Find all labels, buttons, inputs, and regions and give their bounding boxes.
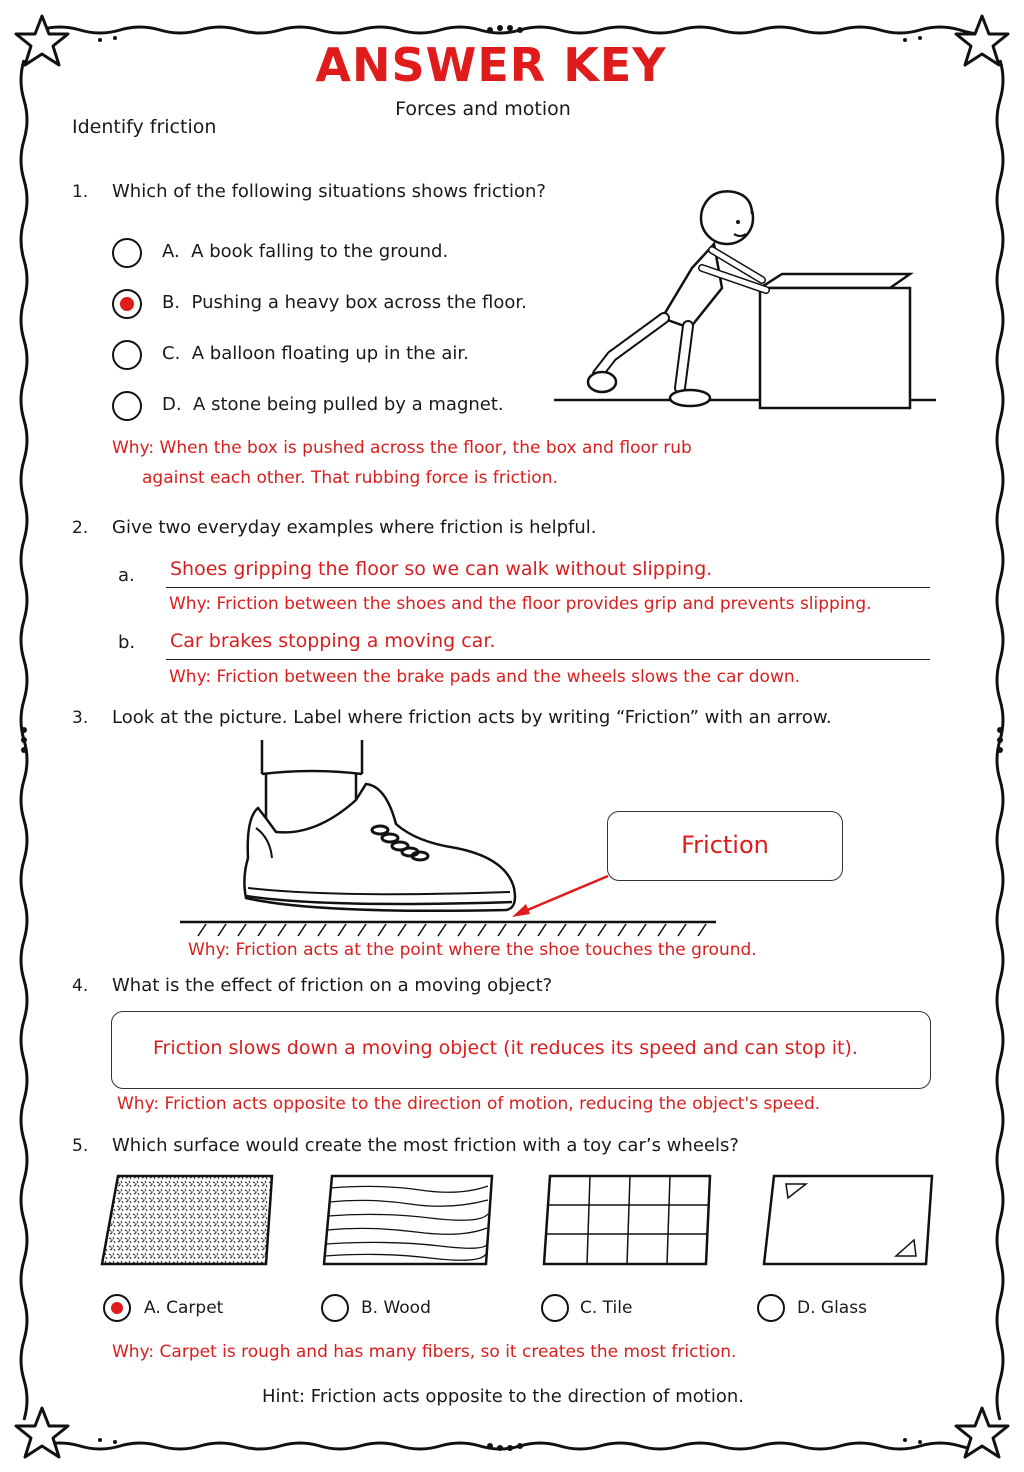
answer-b-text: Car brakes stopping a moving car. [170,630,496,652]
boy-pushing-box-illustration [552,188,942,448]
hint-text: Hint: Friction acts opposite to the direction of motion. [261,1386,744,1407]
question-text: Which of the following situations shows friction? [112,181,546,202]
answer-a-line [166,587,930,588]
option-carpet-label: A. Carpet [144,1298,224,1318]
q3-why: Why: Friction acts at the point where the shoe touches the ground. [188,940,757,960]
option-a-label: A. A book falling to the ground. [162,241,449,262]
option-glass-radio[interactable] [757,1294,785,1322]
page-subtitle: Forces and motion [395,98,571,120]
option-c-radio[interactable] [112,340,142,370]
question-number: 2. [72,518,89,538]
answer-a-label: a. [118,565,135,586]
q1-why-line1: Why: When the box is pushed across the floor, the box and floor rub [112,438,692,458]
option-carpet-radio[interactable] [103,1294,131,1322]
option-wood-label: B. Wood [361,1298,431,1318]
corner-star-icon [12,1404,72,1464]
question-text: Which surface would create the most friction with a toy car’s wheels? [112,1135,739,1156]
answer-a-text: Shoes gripping the floor so we can walk without slipping. [170,558,713,580]
corner-star-icon [952,1404,1012,1464]
tile-surface-image [540,1172,720,1268]
option-tile-radio[interactable] [541,1294,569,1322]
question-text: Give two everyday examples where friction is helpful. [112,517,597,538]
question-text: What is the effect of friction on a moving object? [112,975,553,996]
answer-a-why: Why: Friction between the shoes and the floor provides grip and prevents slipping. [169,594,872,614]
carpet-surface-image [100,1172,280,1268]
question-number: 3. [72,708,89,728]
question-number: 4. [72,976,89,996]
answer-b-line [166,659,930,660]
option-c-label: C. A balloon floating up in the air. [162,343,469,364]
answer-b-why: Why: Friction between the brake pads and the wheels slows the car down. [169,667,801,687]
page-title: ANSWER KEY [315,38,667,92]
q1-why-line2: against each other. That rubbing force is friction. [142,468,558,488]
question-text: Look at the picture. Label where friction acts by writing “Friction” with an arrow. [112,707,832,728]
friction-label: Friction [681,831,769,859]
option-d-label: D. A stone being pulled by a magnet. [162,394,504,415]
answer-b-label: b. [118,632,136,653]
option-d-radio[interactable] [112,391,142,421]
question-number: 1. [72,182,89,202]
option-wood-radio[interactable] [321,1294,349,1322]
option-tile-label: C. Tile [580,1298,633,1318]
glass-surface-image [760,1172,940,1268]
q4-why: Why: Friction acts opposite to the direction of motion, reducing the object's speed. [117,1094,821,1114]
wood-surface-image [320,1172,500,1268]
question-number: 5. [72,1136,89,1156]
option-b-label: B. Pushing a heavy box across the floor. [162,292,527,313]
option-a-radio[interactable] [112,238,142,268]
q4-answer: Friction slows down a moving object (it reduces its speed and can stop it). [153,1037,858,1059]
option-glass-label: D. Glass [797,1298,867,1318]
q5-why: Why: Carpet is rough and has many fibers, so it creates the most friction. [112,1342,737,1362]
option-b-radio[interactable] [112,289,142,319]
worksheet-title: Identify friction [72,116,217,138]
